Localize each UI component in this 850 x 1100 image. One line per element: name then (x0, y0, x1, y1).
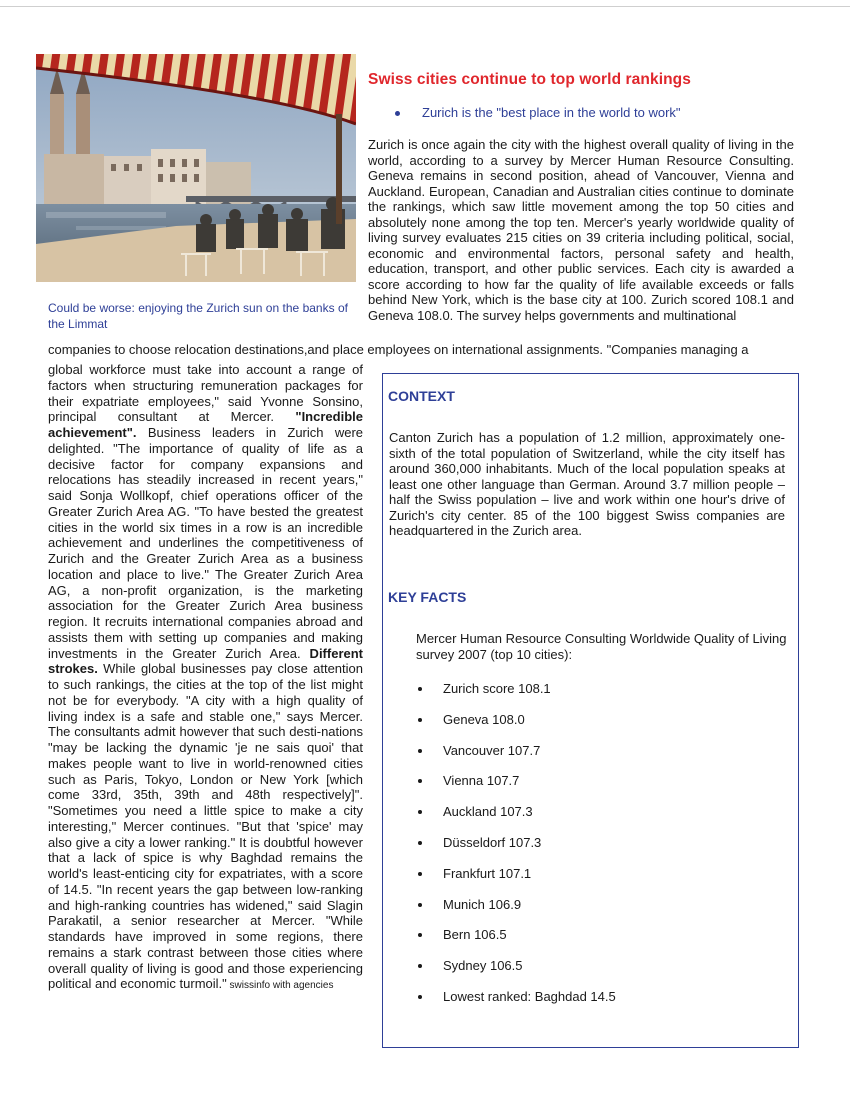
list-item (418, 835, 616, 866)
bullet-icon (418, 903, 422, 907)
bullet-dot-icon (395, 111, 400, 116)
bullet-icon (418, 687, 422, 691)
bullet-icon (418, 872, 422, 876)
paragraph-2: Business leaders in Zurich were delighted. "The importance of quality of life as a decisive factor for company expansions and relocations has steadily increased in recent years," said Sonja Wollkopf, chief operations officer of the Greater Zurich Area AG. "To have bested the greatest cities in the world six times in a row is an incredible achievement and underlines the competitiveness of Zurich and the Greater Zurich Area as a business location and place to live." The Greater Zurich Area AG, a non-profit organization, is the marketing association for the Greater Zurich Area business region. It recruits international companies abroad and assists them with setting up companies and making investments in the Greater Zurich Area. (48, 425, 363, 661)
list-item (418, 958, 616, 989)
paragraph-1: global workforce must take into account a range of factors when structuring remuneration packages for their expatriate employees," said Yvonne Sonsino, principal consultant at Mercer. (48, 362, 363, 425)
subheadline-text: Zurich is the "best place in the world to work" (422, 105, 681, 120)
bullet-icon (418, 810, 422, 814)
bullet-icon (418, 718, 422, 722)
list-item (418, 927, 616, 958)
list-item-text: Sydney 106.5 (443, 958, 523, 974)
bullet-icon (418, 995, 422, 999)
list-item (418, 866, 616, 897)
bullet-icon (418, 841, 422, 845)
photo-caption: Could be worse: enjoying the Zurich sun on the banks of the Limmat (48, 301, 348, 331)
article-body-left (48, 362, 363, 994)
list-item-text: Lowest ranked: Baghdad 14.5 (443, 988, 616, 1004)
page-headline: Swiss cities continue to top world rankings (368, 71, 691, 88)
list-item (418, 897, 616, 928)
source-credit: swissinfo with agencies (226, 980, 334, 992)
bullet-icon (418, 964, 422, 968)
paragraph-3: While global businesses pay close attention to such rankings, the cities at the top of the list might not be for everybody. "A city with a high quality of living index is a safe and stable one," says Mercer. The consultants admit however that such desti-nations "may be lacking the dynamic 'je ne sais quoi' that makes people want to live in world-renowned cities such as Paris, Tokyo, London or New York [which come 33rd, 35th, 39th and 48th respectively]". "Sometimes you need a little spice to make a city interesting," Mercer continues. "But that 'spice' may also give a city a lower ranking." It is doubtful however that a lack of spice is why Baghdad remains the world's least-enticing city for expatriates, with a score of 14.5. "In recent years the gap between low-ranking and high-ranking countries has widened," said Slagin Parakatil, a senior researcher at Mercer. "While standards have improved in some regions, there remains a stark contrast between those cities where overall quality of living is good and those experiencing political and economic turmoil." (48, 661, 363, 992)
list-item-text: Düsseldorf 107.3 (443, 834, 542, 850)
intro-paragraph (368, 137, 794, 323)
subheadline (400, 105, 681, 120)
bullet-icon (418, 933, 422, 937)
list-item-text: Auckland 107.3 (443, 804, 533, 820)
context-text: Canton Zurich has a population of 1.2 million, approximately one-sixth of the total population of Switzerland, while the city itself has around 360,000 inhabitants. Much of the local population speaks at least one other language than German. Around 3.7 million people – half the Swiss population – live and work within one hour's drive of Zurich's city center. 85 of the 100 biggest Swiss companies are headquartered in the Zurich area. (389, 430, 785, 538)
list-item-text: Geneva 108.0 (443, 711, 525, 727)
context-heading: CONTEXT (388, 388, 455, 404)
list-item (418, 712, 616, 743)
list-item-text: Frankfurt 107.1 (443, 865, 532, 881)
list-item-text: Zurich score 108.1 (443, 681, 551, 696)
list-item-text: Vancouver 107.7 (443, 742, 541, 758)
spanning-line (48, 342, 798, 358)
intro-text: Zurich is once again the city with the highest overall quality of living in the world, according to a survey by Mercer Human Resource Consulting. Geneva remains in second position, ahead of Vancouver, Vienna and Auckland. European, Canadian and Australian cities continue to dominate the rankings, which saw little movement among the top 50 cities and absolutely none among the top ten. Mercer's yearly worldwide quality of living survey evaluates 215 cities on 39 criteria including political, social, economic and environmental factors, personal safety and health, education, transport, and other public services. Each city is awarded a score according to how far the quality of life available exceeds or falls behind New York, which is the base city at 100. Zurich scored 108.1 and Geneva 108.0. The survey helps governments and multinational (368, 137, 794, 323)
list-item (418, 804, 616, 835)
scan-edge-line (0, 6, 850, 7)
spanning-line-text: companies to choose relocation destinations,and place employees on international assignments. "Companies managing a (48, 342, 749, 357)
key-facts-list (418, 681, 616, 1020)
list-item (418, 743, 616, 774)
key-facts-heading: KEY FACTS (388, 589, 467, 605)
list-item (418, 989, 616, 1020)
key-facts-intro: Mercer Human Resource Consulting Worldwide Quality of Living survey 2007 (top 10 cities): (416, 631, 787, 662)
list-item-text: Munich 106.9 (443, 896, 522, 912)
list-item (418, 681, 616, 712)
bullet-icon (418, 749, 422, 753)
article-paragraph (48, 362, 363, 994)
list-item-text: Bern 106.5 (443, 927, 507, 943)
subheading-different-strokes: Different strokes. (48, 645, 363, 677)
bullet-icon (418, 779, 422, 783)
zurich-limmat-photo (36, 54, 356, 282)
subheading-incredible-achievement: "Incredible achievement". (48, 409, 363, 440)
list-item-text: Vienna 107.7 (443, 773, 520, 789)
list-item (418, 773, 616, 804)
